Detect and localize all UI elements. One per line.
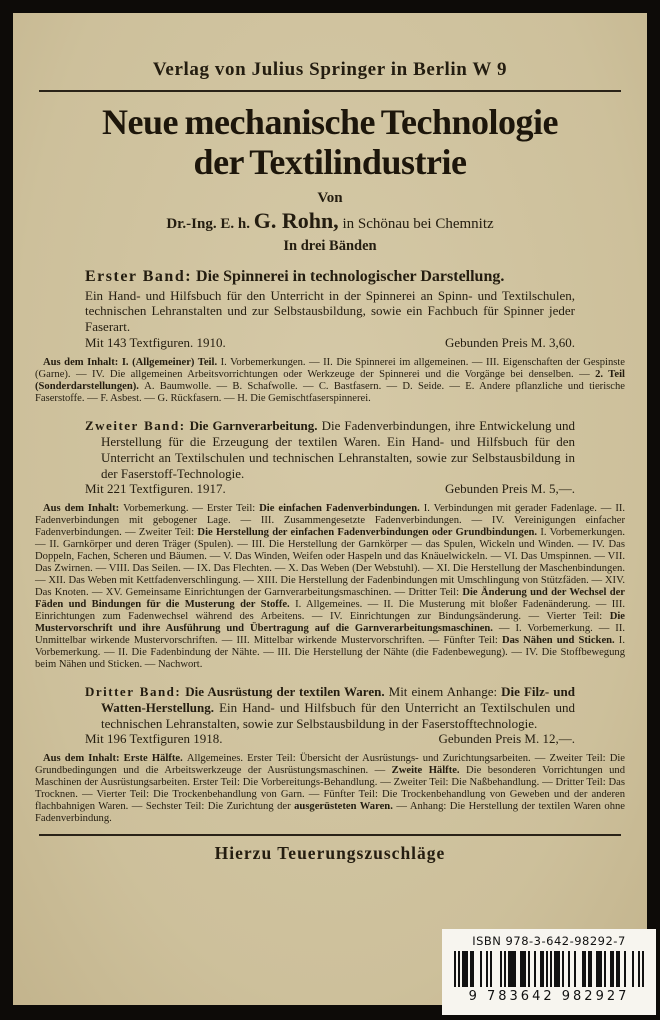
page-inner — [13, 13, 647, 1005]
volume-1-heading: Erster Band: Die Spinnerei in technologischer Darstellung. — [85, 267, 505, 285]
volume-1-section — [35, 268, 625, 405]
volume-1-price: Gebunden Preis M. 3,60. — [445, 335, 575, 351]
volume-2-contents: Aus dem Inhalt: Vorbemerkung. — Erster Teil: Die einfachen Fadenverbindungen. I. Verbindungen mit gerader Fadenlage. — II. Fadenverbindungen mit gebogener Lage. — III. Zusammengesetzte Fadenverbindungen. — IV. Vereinigungen einfacher Fadenverbindungen. — Zweiter Teil: Die Herstellung der einfachen Fadenverbindungen oder Grundbindungen. I. Vorbemerkungen. — II. Garnkörper und deren Träger (Spulen). — III. Die Herstellung der Garnkörper — das Spulen, Wickeln und Winden. — IV. Das Doppeln, Fachen, Scheren und Bäumen. — V. Das Winden, Weifen oder Haspeln und das Knäuelwickeln. — VI. Das Umspinnen. — VII. Das Zwirnen. — VIII. Das Seilen. — IX. Das Flechten. — X. Das Weben (Der Webstuhl). — XI. Die Herstellung der Maschenbindungen. — XII. Das Weben mit Kettfadenverschlingung. — XIII. Die Herstellung der Fadenbindungen mit Umschlingung von Stützfäden. — XIV. Das Knoten. — XV. Gemeinsame Einrichtungen der Garnverarbeitungsmaschinen. — Dritter Teil: Die Änderung und der Wechsel der Fäden und Bindungen für die Musterung der Stoffe. I. Allgemeines. — II. Die Musterung mit bloßer Fadenänderung. — III. Einrichtungen zum Fadenwechsel während des Arbeitens. — IV. Einrichtungen zur Bindungsänderung. — Vierter Teil: Die Mustervorschrift und ihre Ausführung und Übertragung auf die Garnverarbeitungsmaschinen. — I. Vorbemerkung. — II. Unmittelbar wirkende Mustervorschriften. — III. Mittelbar wirkende Mustervorschriften. — Fünfter Teil: Das Nähen und Sticken. I. Vorbemerkung. — II. Die Fadenbindung der Nähte. — III. Die Herstellung der Nähte (die Fadenbewegung). — IV. Die Stoffbewegung beim Nähen und Sticken. — Nachwort. — [35, 503, 626, 670]
title-line-2: der Textilindustrie — [193, 142, 467, 183]
volume-2-figures: Mit 221 Textfiguren. 1917. — [85, 481, 226, 497]
volume-3-figures: Mit 196 Textfiguren 1918. — [85, 731, 223, 747]
von-label: Von — [317, 189, 343, 206]
bottom-divider — [39, 834, 621, 836]
volume-2-figures-price-line — [85, 481, 575, 498]
volume-2-description: Zweiter Band: Die Garnverarbeitung. Die Fadenverbindungen, ihre Entwickelung und Herstellung für die Erzeugung der textilen Waren. Ein Hand- und Hilfsbuch für den Unterricht an Textilschulen und technischen Lehranstalten, sowie zur Selbstausbildung in der Faserstoff-Technologie. — [85, 417, 576, 481]
volume-2-section — [35, 418, 625, 671]
volume-1-contents: Aus dem Inhalt: I. (Allgemeiner) Teil. I. Vorbemerkungen. — II. Die Spinnerei im allgemeinen. — III. Eigenschaften der Gespinste (Garne). — IV. Die allgemeinen Arbeitsvorrichtungen oder Werkzeuge der Spinnerei und die Vorgänge bei denselben. — 2. Teil (Sonderdarstellungen). A. Baumwolle. — B. Schafwolle. — C. Bastfasern. — D. Seide. — E. Andere pflanzliche und tierische Faserstoffe. — F. Asbest. — G. Rückfasern. — H. Die Gemischtfaserspinnerei. — [35, 357, 626, 404]
volume-3-description: Dritter Band: Die Ausrüstung der textilen Waren. Mit einem Anhange: Die Filz- und Watten-Herstellung. Ein Hand- und Hilfsbuch für den Unterricht an Textilschulen und technischen Lehranstalten, sowie zur Selbstausbildung in der Faserstofftechnologie. — [85, 683, 575, 731]
barcode-bars — [454, 951, 644, 987]
surcharge-note: Hierzu Teuerungszuschläge — [214, 843, 446, 864]
title-line-1: Neue mechanische Technologie — [102, 102, 558, 142]
volume-3-figures-price-line — [85, 731, 575, 748]
volume-3-contents: Aus dem Inhalt: Erste Hälfte. Allgemeines. Erster Teil: Übersicht der Ausrüstungs- und Zurichtungsarbeiten. — Zweiter Teil: Die Grundbedingungen und die Arbeitswerkzeuge der Ausrüstungsmaschinen. — Zweite Hälfte. Die besonderen Vorrichtungen und Maschinen der Ausrüstungsarbeiten. Erster Teil: Die Vorbereitungs-Behandlung. — Zweiter Teil: Die Naßbehandlung. — Dritter Teil: Das Trocknen. — Vierter Teil: Die Trockenbehandlung von Garn. — Fünfter Teil: Die Trockenbehandlung von Geweben und der anderen flachbahnigen Waren. — Sechster Teil: Die Zurichtung der ausgerüsteten Waren. — Anhang: Die Herstellung der textilen Waren ohne Fadenverbindung. — [35, 753, 626, 825]
volume-1-description: Ein Hand- und Hilfsbuch für den Unterricht in der Spinnerei an Spinn- und Textilschulen, technischen Lehranstalten und zur Selbstausbildung, sowie ein Fachbuch für Spinner jeder Faserart. — [85, 287, 575, 335]
isbn-barcode-panel — [442, 929, 656, 1015]
isbn-number: ISBN 978-3-642-98292-7 — [472, 934, 626, 948]
volume-3-price: Gebunden Preis M. 12,—. — [438, 731, 575, 747]
volume-1-figures-price-line — [85, 335, 575, 352]
bands-note: In drei Bänden — [283, 237, 377, 254]
book-title — [35, 102, 625, 183]
volume-3-section — [35, 684, 625, 825]
volume-2-price: Gebunden Preis M. 5,—. — [445, 481, 575, 497]
barcode-digits: 9 783642 982927 — [468, 989, 630, 1004]
top-divider — [39, 90, 621, 92]
volume-1-figures: Mit 143 Textfiguren. 1910. — [85, 335, 226, 351]
publisher-line: Verlag von Julius Springer in Berlin W 9 — [152, 59, 508, 80]
author-line: Dr.-Ing. E. h. G. Rohn, in Schönau bei Chemnitz — [166, 207, 494, 233]
